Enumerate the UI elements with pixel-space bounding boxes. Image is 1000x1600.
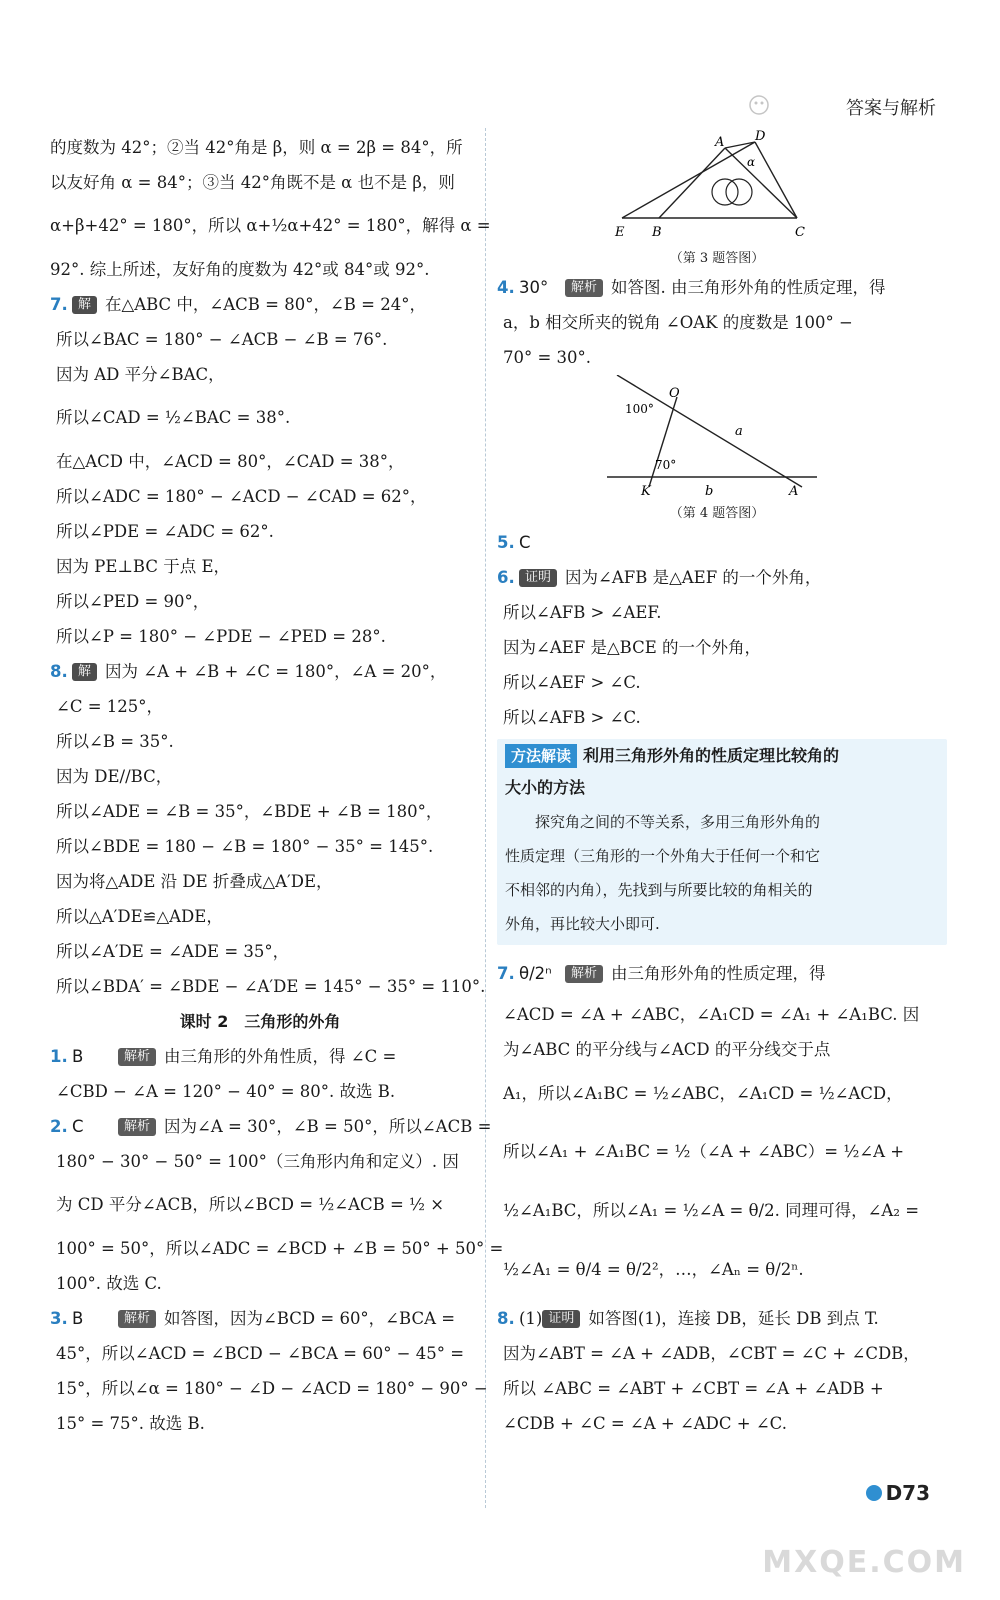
text-line: 所以 ∠ABC = ∠ABT + ∠CBT = ∠A + ∠ADB + bbox=[503, 1379, 884, 1398]
proof-tag: 证明 bbox=[542, 1310, 580, 1328]
text-line: 所以∠PED = 90°， bbox=[56, 592, 210, 611]
method-title: 利用三角形外角的性质定理比较角的 bbox=[583, 746, 840, 765]
question-number: 6. bbox=[497, 568, 515, 587]
section-title: 课时 2 三角形的外角 bbox=[179, 1012, 341, 1031]
answer: 30° bbox=[519, 278, 549, 297]
text-line: 所以∠AFB > ∠C. bbox=[503, 708, 641, 727]
text-line: 所以∠ADE = ∠B = 35°，∠BDE + ∠B = 180°， bbox=[56, 802, 443, 821]
method-line: 外角，再比较大小即可. bbox=[505, 915, 660, 933]
question-7-first-line bbox=[497, 951, 947, 997]
part-number: (1) bbox=[519, 1309, 543, 1328]
answer: B bbox=[72, 1047, 84, 1066]
text-line: 因为将△ADE 沿 DE 折叠成△A′DE， bbox=[56, 872, 333, 891]
question-number: 8. bbox=[50, 662, 68, 681]
figure-4 bbox=[597, 375, 947, 525]
watermark: MXQE.COM bbox=[762, 1545, 966, 1580]
text-line: ∠CDB + ∠C = ∠A + ∠ADC + ∠C. bbox=[503, 1414, 787, 1433]
analysis-tag: 解析 bbox=[118, 1310, 156, 1328]
page-dot-icon bbox=[866, 1485, 882, 1501]
question-6-first-line bbox=[497, 560, 947, 595]
label-A: A bbox=[789, 484, 799, 499]
question-number: 7. bbox=[497, 964, 515, 983]
text-line: 15° = 75°. 故选 B. bbox=[56, 1414, 205, 1433]
label-O: O bbox=[669, 386, 680, 401]
figure-3-diagram bbox=[597, 130, 837, 248]
text-line: 所以∠P = 180° − ∠PDE − ∠PED = 28°. bbox=[56, 627, 386, 646]
text-line: 以友好角 α = 84°；③当 42°角既不是 α 也不是 β，则 bbox=[50, 173, 455, 192]
text-line: 在△ACD 中，∠ACD = 80°，∠CAD = 38°， bbox=[56, 452, 405, 471]
text-line: 如答图. 由三角形外角的性质定理，得 bbox=[611, 278, 886, 297]
question-number: 8. bbox=[497, 1309, 515, 1328]
method-box bbox=[497, 739, 947, 945]
question-number: 4. bbox=[497, 278, 515, 297]
question-7-first-line bbox=[50, 287, 470, 322]
page-number-text: D73 bbox=[885, 1481, 930, 1505]
question-2-first-line bbox=[50, 1109, 492, 1144]
text-line: A₁，所以∠A₁BC = ½∠ABC，∠A₁CD = ½∠ACD， bbox=[503, 1084, 903, 1103]
text-line: 所以∠CAD = ½∠BAC = 38°. bbox=[56, 408, 291, 427]
text-line: 所以∠A₁ + ∠A₁BC = ½（∠A + ∠ABC）= ½∠A + bbox=[503, 1142, 905, 1161]
text-line: 45°，所以∠ACD = ∠BCD − ∠BCA = 60° − 45° = bbox=[56, 1344, 465, 1363]
question-8-first-line bbox=[50, 654, 470, 689]
text-line: 因为∠ABT = ∠A + ∠ADB，∠CBT = ∠C + ∠CDB， bbox=[503, 1344, 920, 1363]
text-line: 由三角形外角的性质定理，得 bbox=[611, 964, 826, 983]
label-B: B bbox=[652, 225, 662, 240]
figure-caption: （第 3 题答图） bbox=[669, 251, 765, 266]
text-line: ∠CBD − ∠A = 120° − 40° = 80°. 故选 B. bbox=[56, 1082, 396, 1101]
figure-caption: （第 4 题答图） bbox=[669, 506, 765, 521]
question-number: 2. bbox=[50, 1117, 68, 1136]
text-line: a，b 相交所夹的锐角 ∠OAK 的度数是 100° − bbox=[503, 313, 853, 332]
label-b: b bbox=[705, 484, 714, 499]
answer: θ/2ⁿ bbox=[519, 964, 552, 983]
text-line: 为∠ABC 的平分线与∠ACD 的平分线交于点 bbox=[503, 1040, 831, 1059]
page-number bbox=[866, 1481, 930, 1505]
text-line: 为 CD 平分∠ACB，所以∠BCD = ½∠ACB = ½ × bbox=[56, 1195, 445, 1214]
text-line: 15°，所以∠α = 180° − ∠D − ∠ACD = 180° − 90° − bbox=[56, 1379, 488, 1398]
solution-tag: 解 bbox=[72, 663, 97, 681]
label-100-degrees: 100° bbox=[625, 402, 654, 416]
question-number: 1. bbox=[50, 1047, 68, 1066]
analysis-tag: 解析 bbox=[118, 1118, 156, 1136]
question-1-first-line bbox=[50, 1039, 470, 1074]
header-title: 答案与解析 bbox=[846, 98, 936, 119]
text-line: 所以∠AEF > ∠C. bbox=[503, 673, 641, 692]
text-line: 在△ABC 中，∠ACB = 80°，∠B = 24°， bbox=[105, 295, 426, 314]
method-title-continued: 大小的方法 bbox=[505, 778, 586, 797]
text-line: 所以∠BDA′ = ∠BDE − ∠A′DE = 145° − 35° = 110°. bbox=[56, 977, 486, 996]
figure-4-diagram bbox=[597, 375, 837, 503]
text-line: 因为∠A = 30°，∠B = 50°，所以∠ACB = bbox=[164, 1117, 492, 1136]
analysis-tag: 解析 bbox=[565, 965, 603, 983]
answer: B bbox=[72, 1309, 84, 1328]
text-line: ∠C = 125°， bbox=[56, 697, 164, 716]
method-line: 探究角之间的不等关系，多用三角形外角的 bbox=[505, 813, 821, 831]
question-8-first-line bbox=[497, 1301, 947, 1336]
page-header bbox=[740, 88, 940, 124]
label-K: K bbox=[641, 484, 651, 499]
method-tag: 方法解读 bbox=[505, 744, 577, 768]
text-line: 的度数为 42°；②当 42°角是 β，则 α = 2β = 84°，所 bbox=[50, 138, 463, 157]
text-line: 100°. 故选 C. bbox=[56, 1274, 162, 1293]
label-alpha: α bbox=[747, 155, 756, 169]
left-column bbox=[50, 130, 504, 1441]
question-4-first-line bbox=[497, 270, 947, 305]
text-line: 所以∠PDE = ∠ADC = 62°. bbox=[56, 522, 274, 541]
text-line: 由三角形的外角性质，得 ∠C = bbox=[164, 1047, 397, 1066]
text-line: 如答图，因为∠BCD = 60°，∠BCA = bbox=[164, 1309, 456, 1328]
question-3-first-line bbox=[50, 1301, 470, 1336]
question-number: 7. bbox=[50, 295, 68, 314]
analysis-tag: 解析 bbox=[565, 279, 603, 297]
text-line: 所以∠BDE = 180 − ∠B = 180° − 35° = 145°. bbox=[56, 837, 434, 856]
label-a: a bbox=[735, 424, 743, 439]
text-line: 所以∠BAC = 180° − ∠ACB − ∠B = 76°. bbox=[56, 330, 388, 349]
label-D: D bbox=[755, 130, 766, 144]
answer: C bbox=[519, 533, 531, 552]
text-line: ½∠A₁ = θ/4 = θ/2²，…，∠Aₙ = θ/2ⁿ. bbox=[503, 1260, 804, 1279]
answer: C bbox=[72, 1117, 84, 1136]
label-E: E bbox=[615, 225, 625, 240]
method-header bbox=[505, 741, 939, 771]
text-line: 因为 AD 平分∠BAC， bbox=[56, 365, 225, 384]
text-line: 180° − 30° − 50° = 100°（三角形内角和定义）. 因 bbox=[56, 1152, 459, 1171]
figure-3 bbox=[597, 130, 947, 270]
question-number: 3. bbox=[50, 1309, 68, 1328]
right-column bbox=[497, 130, 947, 1441]
method-line: 性质定理（三角形的一个外角大于任何一个和它 bbox=[505, 847, 821, 865]
analysis-tag: 解析 bbox=[118, 1048, 156, 1066]
proof-tag: 证明 bbox=[519, 569, 557, 587]
question-number: 5. bbox=[497, 533, 515, 552]
text-line: ∠ACD = ∠A + ∠ABC，∠A₁CD = ∠A₁ + ∠A₁BC. 因 bbox=[503, 1005, 920, 1024]
text-line: α+β+42° = 180°，所以 α+½α+42° = 180°，解得 α = bbox=[50, 216, 491, 235]
text-line: 所以△A′DE≌△ADE， bbox=[56, 907, 223, 926]
text-line: 如答图(1)，连接 DB，延长 DB 到点 T. bbox=[588, 1309, 879, 1328]
text-line: 因为 ∠A + ∠B + ∠C = 180°，∠A = 20°， bbox=[105, 662, 447, 681]
label-A: A bbox=[715, 135, 725, 150]
text-line: 所以∠ADC = 180° − ∠ACD − ∠CAD = 62°， bbox=[56, 487, 427, 506]
doodle-icon bbox=[746, 92, 772, 118]
text-line: 因为 DE//BC， bbox=[56, 767, 173, 786]
text-line: 所以∠A′DE = ∠ADE = 35°， bbox=[56, 942, 290, 961]
text-line: 92°. 综上所述，友好角的度数为 42°或 84°或 92°. bbox=[50, 260, 430, 279]
text-line: 所以∠B = 35°. bbox=[56, 732, 174, 751]
column-divider bbox=[485, 128, 486, 1508]
label-C: C bbox=[795, 225, 805, 240]
method-line: 不相邻的内角），先找到与所要比较的角相关的 bbox=[505, 881, 813, 899]
solution-tag: 解 bbox=[72, 296, 97, 314]
question-5-line bbox=[497, 525, 947, 560]
text-line: 70° = 30°. bbox=[503, 348, 592, 367]
label-70-degrees: 70° bbox=[655, 458, 677, 472]
text-line: 100° = 50°，所以∠ADC = ∠BCD + ∠B = 50° + 50° = bbox=[56, 1239, 504, 1258]
text-line: ½∠A₁BC，所以∠A₁ = ½∠A = θ/2. 同理可得，∠A₂ = bbox=[503, 1201, 920, 1220]
text-line: 所以∠AFB > ∠AEF. bbox=[503, 603, 662, 622]
text-line: 因为 PE⊥BC 于点 E， bbox=[56, 557, 230, 576]
text-line: 因为∠AFB 是△AEF 的一个外角， bbox=[565, 568, 822, 587]
text-line: 因为∠AEF 是△BCE 的一个外角， bbox=[503, 638, 762, 657]
